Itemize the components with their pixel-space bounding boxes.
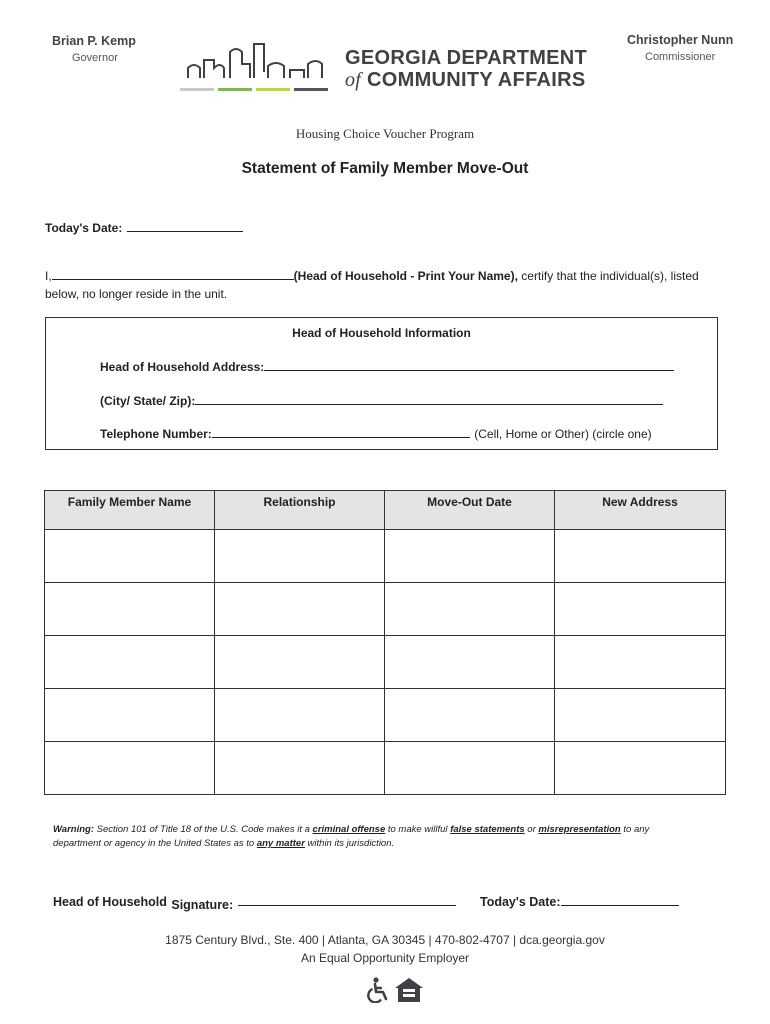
warning-any-matter: any matter xyxy=(256,838,305,849)
signature-row xyxy=(53,893,456,911)
certify-suffix: certify that the individual(s), listed xyxy=(521,269,699,283)
head-of-household-name-field[interactable] xyxy=(52,267,294,280)
cell-family-member-name[interactable] xyxy=(45,636,215,689)
cell-relationship[interactable] xyxy=(215,689,385,742)
warning-text-5: department or agency in the United States as to xyxy=(53,838,255,849)
cell-relationship[interactable] xyxy=(215,583,385,636)
table-row xyxy=(45,636,726,689)
phone-row xyxy=(100,425,652,443)
cell-family-member-name[interactable] xyxy=(45,742,215,795)
todays-date-row xyxy=(45,219,243,237)
cell-new-address[interactable] xyxy=(555,689,726,742)
address-label: Head of Household Address: xyxy=(100,360,265,374)
cell-relationship[interactable] xyxy=(215,742,385,795)
logo-line-2 xyxy=(345,69,585,91)
cell-relationship[interactable] xyxy=(215,636,385,689)
logo-line-2-text: COMMUNITY AFFAIRS xyxy=(367,69,586,91)
form-title: Statement of Family Member Move-Out xyxy=(241,160,529,177)
table-row xyxy=(45,583,726,636)
info-box-heading: Head of Household Information xyxy=(292,326,471,340)
todays-date-label: Today's Date: xyxy=(45,221,123,235)
certify-line-2: below, no longer reside in the unit. xyxy=(45,287,228,301)
signature-date-row xyxy=(480,893,679,911)
logo-bar-yellow-green xyxy=(256,88,290,91)
head-of-household-info-box xyxy=(45,317,718,450)
city-state-zip-field[interactable] xyxy=(195,392,663,405)
warning-text-2: to make willful xyxy=(387,824,448,835)
telephone-type-note: (Cell, Home or Other) (circle one) xyxy=(474,427,652,441)
warning-false-statements: false statements xyxy=(450,824,525,835)
warning-text-3: or xyxy=(527,824,536,835)
table-header-row xyxy=(45,491,726,530)
col-header-relationship: Relationship xyxy=(215,491,385,530)
address-field[interactable] xyxy=(264,358,674,371)
table-row xyxy=(45,530,726,583)
table-row xyxy=(45,742,726,795)
warning-label: Warning: xyxy=(53,824,94,835)
commissioner-title: Commissioner xyxy=(645,51,716,63)
warning-misrepresentation: misrepresentation xyxy=(538,824,621,835)
signature-date-field[interactable] xyxy=(561,893,679,906)
footer-address: 1875 Century Blvd., Ste. 400 | Atlanta, GA 30345 | 470-802-4707 | dca.georgia.gov xyxy=(165,933,605,947)
cell-move-out-date[interactable] xyxy=(385,583,555,636)
certify-prefix: I, xyxy=(45,269,52,283)
cell-family-member-name[interactable] xyxy=(45,530,215,583)
signature-label-a: Head of Household xyxy=(53,895,167,909)
logo-bar-green xyxy=(218,88,252,91)
col-header-move-out-date: Move-Out Date xyxy=(385,491,555,530)
warning-text-1: Section 101 of Title 18 of the U.S. Code makes it a xyxy=(96,824,310,835)
logo-of: of xyxy=(345,69,362,91)
signature-field[interactable] xyxy=(238,893,456,906)
logo-line-1: GEORGIA DEPARTMENT xyxy=(345,47,588,69)
family-member-table xyxy=(44,490,726,795)
commissioner-name: Christopher Nunn xyxy=(627,33,734,47)
program-name: Housing Choice Voucher Program xyxy=(295,126,475,141)
city-state-zip-label: (City/ State/ Zip): xyxy=(100,394,196,408)
cell-move-out-date[interactable] xyxy=(385,636,555,689)
logo-bar-dark xyxy=(294,88,328,91)
cell-move-out-date[interactable] xyxy=(385,742,555,795)
certify-name-label: (Head of Household - Print Your Name), xyxy=(293,269,518,283)
skyline-icon xyxy=(180,38,330,94)
warning-criminal-offense: criminal offense xyxy=(312,824,386,835)
cell-move-out-date[interactable] xyxy=(385,530,555,583)
warning-text-4: to any xyxy=(623,824,650,835)
cell-move-out-date[interactable] xyxy=(385,689,555,742)
col-header-family-member-name: Family Member Name xyxy=(45,491,215,530)
cell-new-address[interactable] xyxy=(555,530,726,583)
cell-relationship[interactable] xyxy=(215,530,385,583)
cell-new-address[interactable] xyxy=(555,636,726,689)
footer-eoe: An Equal Opportunity Employer xyxy=(300,951,470,965)
warning-text-6: within its jurisdiction. xyxy=(307,838,395,849)
cell-new-address[interactable] xyxy=(555,583,726,636)
todays-date-field[interactable] xyxy=(127,219,243,232)
telephone-field[interactable] xyxy=(212,425,470,438)
table-row xyxy=(45,689,726,742)
city-row xyxy=(100,392,663,410)
cell-family-member-name[interactable] xyxy=(45,583,215,636)
accessibility-icon xyxy=(366,977,390,1003)
telephone-label: Telephone Number: xyxy=(100,427,212,441)
signature-label-b: Signature: xyxy=(171,898,234,912)
governor-title: Governor xyxy=(72,52,118,64)
col-header-new-address: New Address xyxy=(555,491,726,530)
signature-date-label: Today's Date: xyxy=(480,895,561,909)
certify-line-1 xyxy=(45,267,699,283)
equal-housing-icon xyxy=(394,977,424,1003)
logo-bar-gray xyxy=(180,88,214,91)
legal-warning xyxy=(53,823,713,851)
dca-logo-skyline xyxy=(180,38,330,94)
governor-name: Brian P. Kemp xyxy=(52,34,136,48)
cell-family-member-name[interactable] xyxy=(45,689,215,742)
cell-new-address[interactable] xyxy=(555,742,726,795)
address-row xyxy=(100,358,674,376)
